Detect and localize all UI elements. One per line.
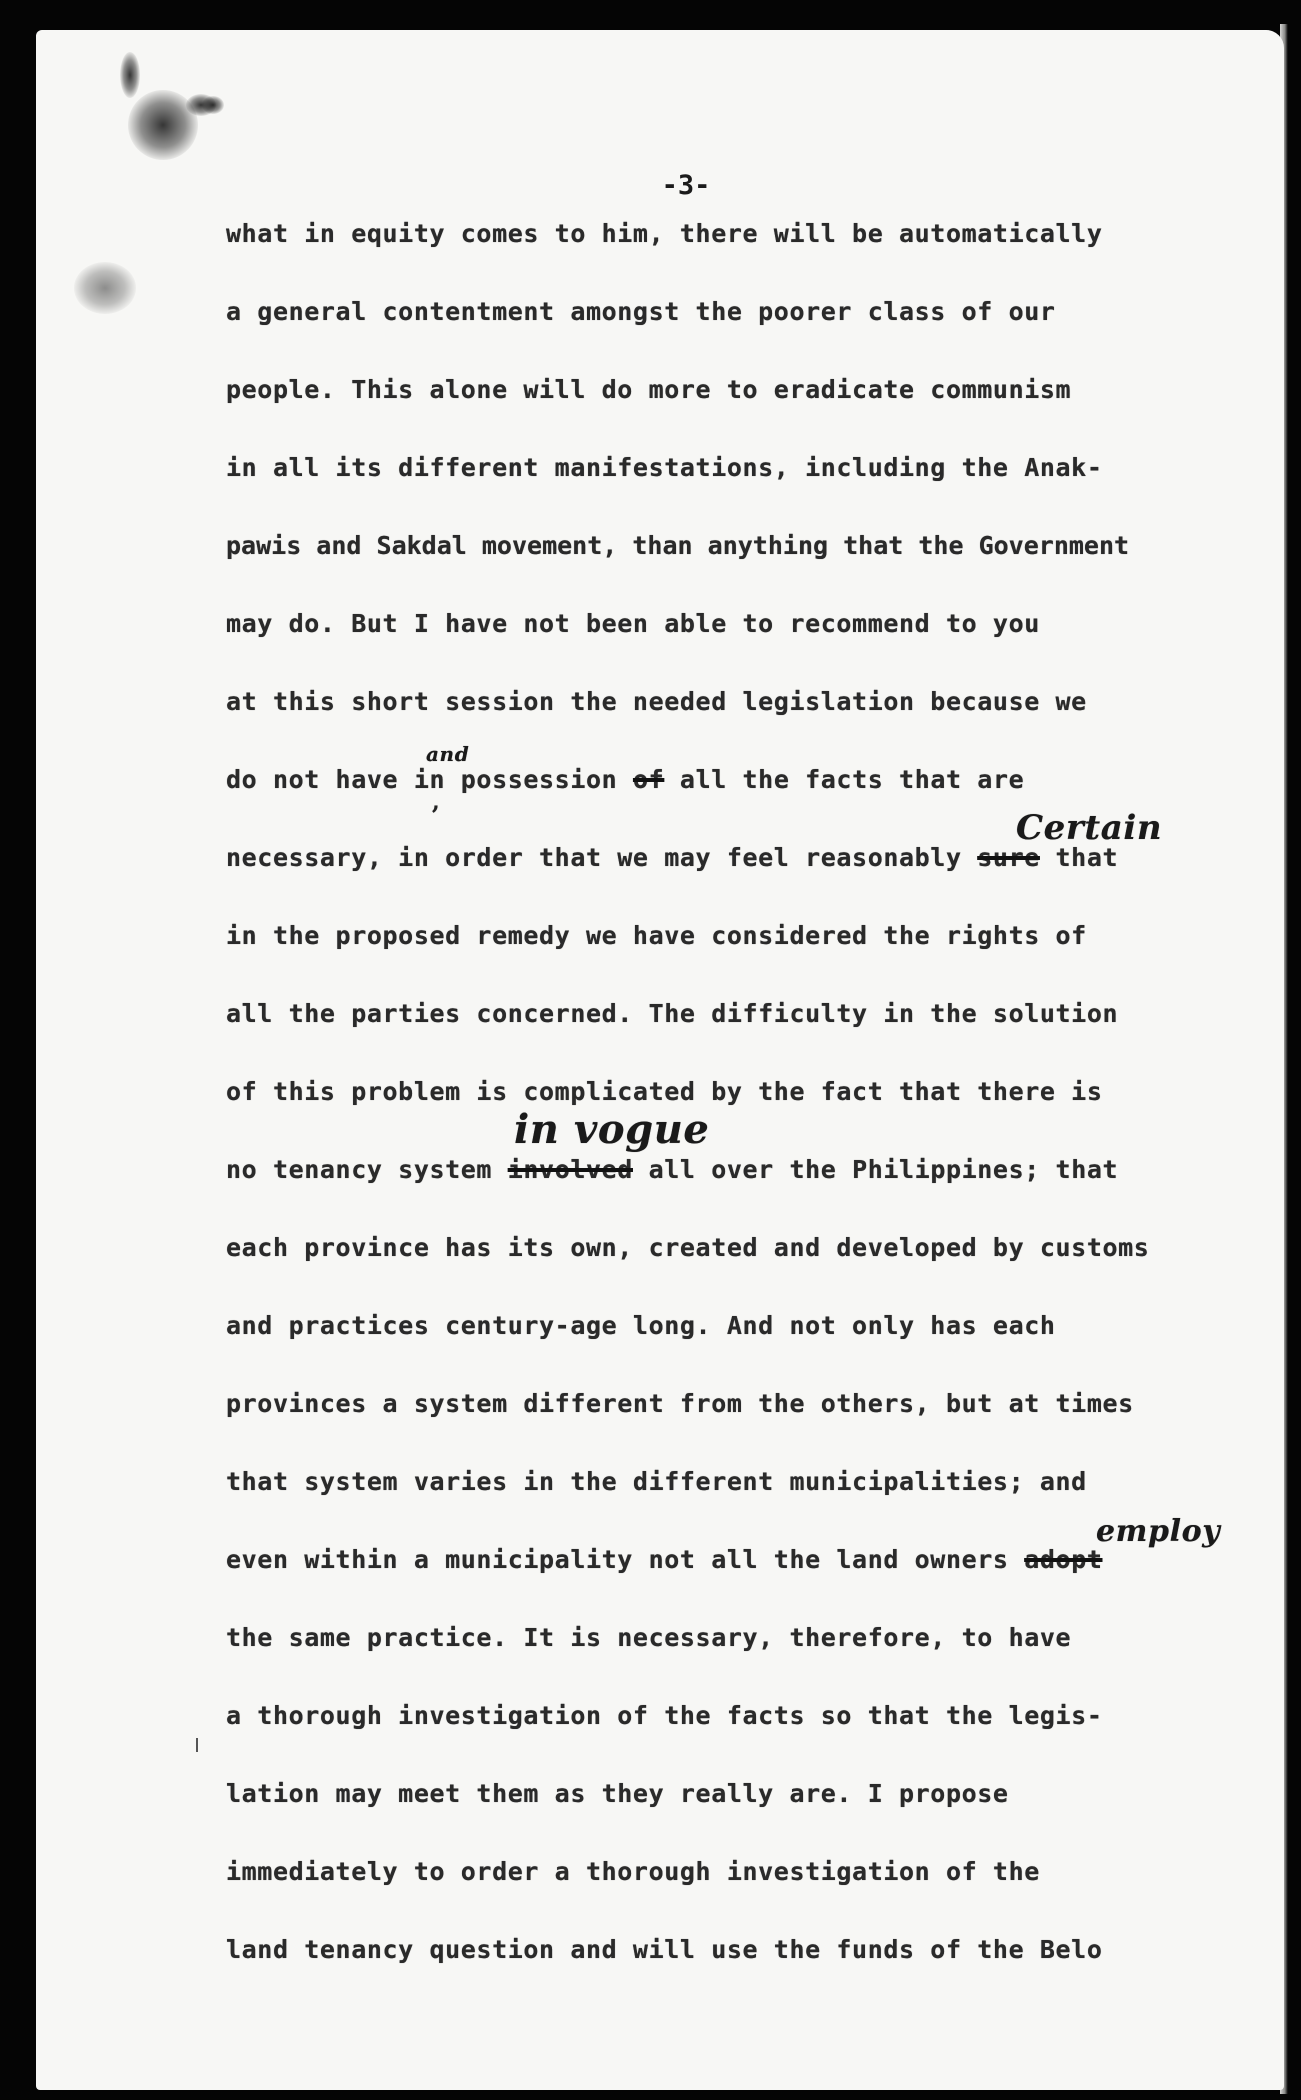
text-segment: that	[1055, 843, 1119, 872]
text-line: that system varies in the different municipalities; and	[226, 1467, 1087, 1496]
body-text	[226, 208, 1221, 2002]
text-line: land tenancy question and will use the funds of the Belo	[226, 1935, 1103, 1964]
text-line: of this problem is complicated by the fact that there is	[226, 1077, 1103, 1106]
text-segment: even within a municipality not all the land owners	[226, 1545, 1009, 1574]
text-line-edited	[226, 1514, 1221, 1612]
text-line: provinces a system different from the others, but at times	[226, 1389, 1134, 1418]
text-line: pawis and Sakdal movement, than anything that the Government	[226, 531, 1130, 560]
text-line-edited	[226, 1106, 1206, 1222]
text-line: may do. But I have not been able to recommend to you	[226, 609, 1040, 638]
text-segment: do not have in possession	[226, 765, 618, 794]
text-line: lation may meet them as they really are. I propose	[226, 1779, 1009, 1808]
text-line: immediately to order a thorough investigation of the	[226, 1857, 1040, 1886]
text-line-edited	[226, 808, 1206, 910]
text-line: in all its different manifestations, including the Anak-	[226, 453, 1103, 482]
text-segment: all the facts that are	[679, 765, 1025, 794]
struck-word: involved	[507, 1155, 633, 1184]
text-line: at this short session the needed legislation because we	[226, 687, 1087, 716]
handwritten-insert: and	[426, 742, 470, 766]
caret-mark: ,	[432, 789, 441, 815]
handwritten-insert: in vogue	[514, 1106, 710, 1153]
ink-smudge	[202, 96, 224, 114]
text-line: each province has its own, created and developed by customs	[226, 1233, 1150, 1262]
text-line: what in equity comes to him, there will be automatically	[226, 219, 1103, 248]
ink-smudge	[74, 262, 136, 314]
ink-smudge	[120, 52, 140, 98]
page-number: -3-	[661, 170, 711, 201]
paper-mark	[196, 1738, 198, 1752]
text-segment: necessary, in order that we may feel reasonably	[226, 843, 962, 872]
struck-word: of	[632, 765, 665, 794]
text-segment: all over the Philippines; that	[648, 1155, 1119, 1184]
handwritten-insert: employ	[1096, 1514, 1221, 1549]
text-line: the same practice. It is necessary, therefore, to have	[226, 1623, 1072, 1652]
struck-word: adopt	[1024, 1545, 1103, 1574]
text-line: a thorough investigation of the facts so that the legis-	[226, 1701, 1103, 1730]
handwritten-insert: Certain	[1016, 808, 1163, 848]
struck-word: sure	[977, 843, 1040, 872]
text-line: people. This alone will do more to eradicate communism	[226, 375, 1072, 404]
text-line: all the parties concerned. The difficulty in the solution	[226, 999, 1119, 1028]
text-line: a general contentment amongst the poorer class of our	[226, 297, 1056, 326]
text-line: and practices century-age long. And not only has each	[226, 1311, 1056, 1340]
text-segment: no tenancy system	[226, 1155, 493, 1184]
text-line: in the proposed remedy we have considered the rights of	[226, 921, 1087, 950]
